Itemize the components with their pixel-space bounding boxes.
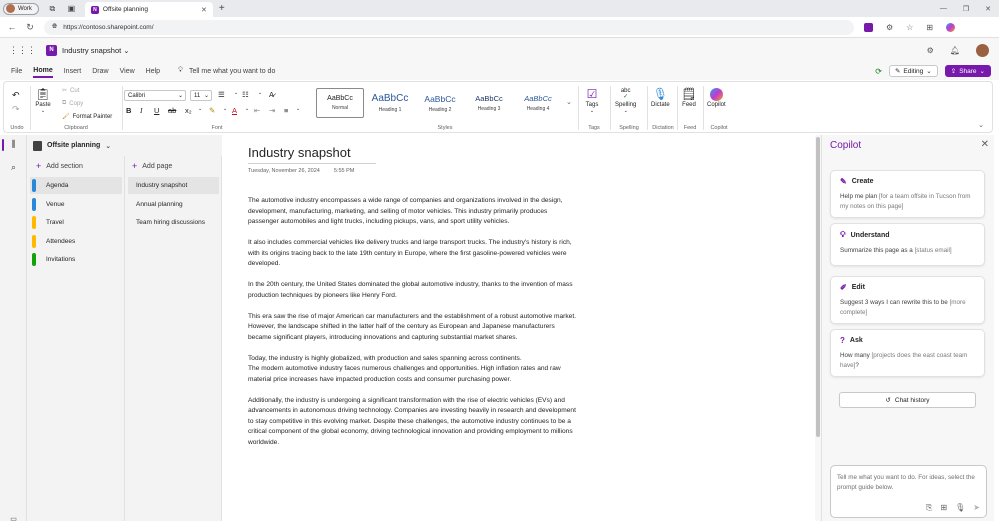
feed-group [679,84,701,132]
add-section-button[interactable] [36,161,83,171]
card-hint: [more complete] [840,299,966,316]
page-canvas[interactable] [223,135,815,521]
redo-icon[interactable]: ↷ [12,104,20,114]
italic-icon[interactable]: I [140,106,143,115]
app-header [0,38,999,62]
tab-help[interactable]: Help [145,67,161,75]
header-actions [927,44,989,57]
dictate-button[interactable] [651,86,670,108]
browser-tab[interactable] [85,2,213,17]
onenote-icon: N [91,6,99,14]
send-icon[interactable]: ➤ [973,503,980,512]
chevron-down-icon[interactable]: ⌄ [223,106,228,112]
search-icon[interactable]: ⌕ [10,162,17,172]
font-name-select[interactable] [124,90,186,101]
pencil-sparkle-icon: ✎ [840,177,847,186]
prompt-actions [926,503,980,513]
refresh-icon[interactable]: ↻ [26,21,34,32]
format-painter-button[interactable] [62,113,112,120]
styles-more-icon[interactable]: ⌄ [566,99,572,106]
divider [610,86,611,130]
lightbulb-icon: 💡︎ [840,230,846,239]
browser-toolbar [864,23,955,32]
prompt-card-ask[interactable] [830,329,985,377]
minimize-icon[interactable]: — [939,4,947,12]
page-item[interactable]: Annual planning [136,201,183,208]
divider [578,86,579,130]
bold-icon[interactable]: B [126,106,132,115]
tags-btn-label: Tags [585,102,599,108]
card-text: Suggest 3 ways I can rewrite this to be [840,299,950,306]
add-page-button[interactable] [132,161,172,171]
card-heading [840,336,975,345]
paragraph[interactable]: The automotive industry encompasses a wide range of companies and organizations involved in the design, development, manufacturing, marketing, and selling of motor vehicles. This industry primarily produces passenger automobiles and light trucks, including pickups, vans, and sport utility vehicles. [248,197,563,225]
plus-icon: + [132,161,138,171]
paste-label: Paste [35,102,51,108]
card-text: Help me plan [840,193,879,200]
share-label: Share [959,67,977,75]
undo-icon[interactable]: ↶ [12,90,20,100]
copilot-pane [821,135,994,521]
onenote-logo: N [46,45,57,56]
tags-group [580,84,608,132]
editing-label: Editing [903,67,924,75]
add-page-label: Add page [142,162,173,170]
settings-icon[interactable]: ⚙︎ [926,45,934,55]
card-body [840,192,975,212]
section-color-tab [32,253,36,266]
profile-button[interactable] [3,3,39,15]
font-group [124,84,310,132]
tags-group-label: Tags [588,125,600,131]
paragraph[interactable]: This era saw the rise of major American car manufacturers and the establishment of a robust automotive market. However, the landscape shifted in the latter half of the century as European and Japanese manufacturers became significant players, introducing innovations and capturing substantial market shares. [248,312,577,341]
add-section-label: Add section [46,162,83,170]
divider [703,86,704,130]
expand-icon[interactable]: ▭ [10,515,17,521]
chevron-down-icon[interactable]: ⌄ [296,106,301,112]
spelling-group [612,84,646,132]
page-timestamp [248,168,354,174]
collapse-ribbon-icon[interactable]: ⌄ [978,122,984,129]
notebooks-icon[interactable]: ⫼ [11,139,16,149]
ribbon-tabs [0,62,999,80]
format-painter-label: Format Painter [72,113,113,120]
spell-icon-text: abc [620,88,631,94]
chevron-down-icon[interactable]: ⌄ [234,90,239,96]
undo-group [6,84,28,132]
paragraph[interactable]: It also includes commercial vehicles like delivery trucks and large transport trucks. The industry's history is rich, with its origins tracing back to the late 19th century in Europe, where the first gasoline-powered vehicles were developed. [248,239,572,267]
copy-icon: ⧉ [62,100,67,106]
divider [30,86,31,130]
section-item-invitations[interactable] [30,251,122,268]
section-label: Venue [46,201,65,208]
section-color-tab [32,235,36,248]
profile-label: Work [18,5,32,12]
highlight-icon[interactable]: ✎ [209,106,216,115]
browser-tab-bar [0,0,999,17]
page-list [125,156,222,521]
notebook-header[interactable] [27,135,222,156]
chevron-down-icon: ⌄ [40,108,46,114]
card-heading-text: Ask [849,337,863,344]
font-group-label: Font [211,125,223,131]
card-heading-text: Edit [851,284,865,291]
editing-mode-button[interactable] [889,65,938,77]
dictate-btn-label: Dictate [651,102,670,108]
sync-status-icon[interactable]: ⟳ [875,66,882,76]
url-text: https://contoso.sharepoint.com/ [63,23,154,31]
chevron-down-icon: ⌄ [926,68,932,75]
notebook-name: Offsite planning [47,142,101,149]
tab-home[interactable]: Home [33,65,52,78]
section-item-venue[interactable] [30,196,122,213]
chevron-down-icon: ⌄ [979,68,985,75]
prompt-card-create[interactable] [830,170,985,218]
copy-button[interactable] [62,100,83,107]
page-date: Tuesday, November 26, 2024 [248,168,320,174]
section-label: Travel [46,219,64,226]
undo-group-label: Undo [10,125,24,131]
notebook-icon [33,141,42,151]
style-preview: AaBbCc [424,93,456,104]
clipboard-group [32,84,120,132]
document-title[interactable]: Industry snapshot ⌄ [62,45,130,55]
card-heading [840,177,975,186]
tab-actions-icon[interactable]: ▣ [67,4,76,13]
app-launcher-icon[interactable]: ⋮⋮⋮ [9,44,36,55]
card-body [840,246,975,256]
page-body[interactable] [248,196,576,459]
section-label: Attendees [46,238,76,245]
chevron-down-icon: ⌄ [105,142,112,150]
new-tab-icon[interactable]: + [218,3,225,14]
copilot-prompt-input[interactable] [830,465,987,518]
copilot-browser-icon[interactable] [946,23,955,32]
divider [677,86,678,130]
cut-label: Cut [70,87,80,94]
chat-question-icon: ? [840,336,845,345]
card-hint: [status email] [914,247,952,254]
tab-insert[interactable]: Insert [63,67,82,75]
copilot-btn-label: Copilot [707,102,726,108]
dictation-group-label: Dictation [652,125,674,131]
card-tail: ? [855,362,859,369]
card-text: Summarize this page as a [840,247,915,254]
chevron-down-icon: ⌄ [589,108,595,114]
spelling-group-label: Spelling [619,125,639,131]
style-name: Heading 2 [428,106,452,113]
copy-label: Copy [69,100,84,107]
copilot-ribbon-button[interactable] [707,86,726,108]
left-rail [0,135,27,521]
section-item-agenda[interactable] [30,177,122,194]
paintbrush-icon: 🖌︎ [62,114,70,120]
section-color-tab [32,179,36,192]
numbering-icon[interactable]: ☷ [242,90,249,99]
card-heading [840,283,975,292]
styles-group [314,84,576,132]
scissors-icon: ✂ [62,88,68,94]
section-label: Agenda [46,182,69,189]
account-avatar[interactable] [976,44,989,57]
tab-draw[interactable]: Draw [92,67,109,75]
section-color-tab [32,216,36,229]
styles-group-label: Styles [437,125,453,131]
card-heading [840,230,975,240]
close-window-icon[interactable]: ✕ [985,5,991,13]
chat-history-label: Chat history [894,396,930,404]
font-name-value: Calibri [128,92,146,99]
spelling-btn-label: Spelling [615,102,637,108]
chevron-down-icon[interactable]: ⌄ [258,90,263,96]
card-heading-text: Create [851,178,874,185]
clear-formatting-icon[interactable]: A̷ [269,90,275,99]
favorites-icon[interactable]: ☆ [906,22,914,32]
chevron-down-icon[interactable]: ⌄ [245,106,250,112]
tab-view[interactable]: View [119,67,135,75]
card-text: How many [840,352,872,359]
style-name: Heading 1 [378,107,402,113]
feed-group-label: Feed [683,125,697,131]
card-hint: [for a team offsite in Tucson from my notes on this page] [840,193,971,210]
font-size-select[interactable] [190,90,212,101]
prompt-placeholder: Tell me what you want to do. For ideas, select the prompt guide below. [837,474,975,491]
paragraph[interactable]: Today, the industry is highly globalized, with production and sales spanning across continents. [248,354,522,362]
notifications-icon[interactable]: 🔔︎ [949,45,960,55]
chevron-down-icon: ⌄ [623,108,628,114]
onenote-extension-icon[interactable] [864,23,873,32]
card-heading-text: Understand [850,231,890,239]
copilot-title: Copilot [830,140,862,151]
decrease-indent-icon[interactable]: ⇤ [254,106,261,115]
clipboard-group-label: Clipboard [64,125,88,131]
cut-button[interactable] [62,87,79,94]
prompt-card-edit[interactable] [830,276,985,324]
section-color-tab [32,198,36,211]
paragraph[interactable]: The modern automotive industry faces numerous challenges and opportunities. High inflation rates and raw material price increases have impacted production costs and consumer purchasing power. [248,365,561,383]
feed-btn-label: Feed [682,102,696,108]
plus-icon: + [36,161,42,171]
restore-icon[interactable]: ❐ [962,5,970,13]
paragraph[interactable]: In the 20th century, the United States dominated the global automotive industry, thanks to the invention of mass production techniques by pioneers like Henry Ford. [248,281,573,299]
address-bar-row [0,17,999,38]
microphone-icon[interactable]: 🎙︎ [955,503,966,512]
style-preview: AaBbCc [475,94,503,103]
share-button[interactable] [945,65,991,77]
tell-me-search[interactable] [174,64,306,78]
tell-me-text: Tell me what you want to do [188,67,276,75]
underline-icon[interactable]: U [154,106,160,115]
paste-button[interactable] [35,86,51,114]
feed-icon: 🗒︎ [681,87,697,101]
font-size-value: 11 [194,92,201,99]
section-list [27,156,125,521]
card-body [840,351,975,371]
increase-indent-icon[interactable]: ⇥ [269,106,276,115]
feed-button[interactable] [681,86,697,108]
strikethrough-icon[interactable]: ab [168,106,177,115]
spelling-button[interactable] [615,86,636,114]
back-icon[interactable]: ← [7,22,17,32]
subscript-icon[interactable]: x₂ [185,106,192,115]
section-item-attendees[interactable] [30,233,122,250]
browser-tab-title: Offsite planning [102,6,148,13]
align-icon[interactable]: ≡ [284,106,289,115]
window-controls [940,5,991,13]
copilot-icon [708,86,724,102]
chevron-down-icon: ⌄ [177,93,183,99]
attach-icon[interactable]: ⎘ [926,503,933,512]
tags-button[interactable] [584,86,600,114]
extensions-icon[interactable]: ⚙︎ [886,22,894,32]
ribbon [3,81,993,133]
globe-icon: 🌐︎ [52,23,58,30]
edit-icon: ✐ [840,283,847,292]
workspaces-icon[interactable]: ⧉ [49,3,56,13]
clipboard-icon: 📋︎ [35,87,51,101]
card-body [840,298,975,318]
section-item-travel[interactable] [30,214,122,231]
page-item[interactable]: Team hiring discussions [136,219,206,226]
avatar [6,4,15,13]
style-preview: AaBbCc [524,94,552,103]
dictation-group [649,84,677,132]
bullets-icon[interactable]: ☰ [218,90,225,99]
style-preview: AaBbCc [371,93,409,104]
style-preview: AaBbCc [327,95,353,102]
ribbon-tab-actions [875,65,991,77]
tab-file[interactable]: File [11,67,23,75]
chat-history-button[interactable] [839,392,976,408]
divider [647,86,648,130]
divider [122,86,123,130]
share-icon: ⇪ [950,68,957,75]
copilot-group-label: Copilot [710,125,728,131]
prompt-card-understand[interactable] [830,223,985,266]
copilot-logo [710,88,723,101]
card-hint: [projects does the east coast team have] [840,352,968,369]
page-title[interactable]: Industry snapshot [248,145,376,164]
style-name: Heading 4 [526,106,550,112]
address-bar[interactable] [44,20,854,35]
checkbox-star-icon: ☑ [586,87,598,101]
pencil-icon: ✎ [894,68,901,75]
chevron-down-icon[interactable]: ⌄ [198,106,203,112]
close-icon[interactable]: ✕ [980,139,989,150]
page-item[interactable]: Industry snapshot [128,177,219,194]
paragraph[interactable]: Additionally, the industry is undergoing a significant transformation with the rise of electric vehicles (EVs) and advancements in autonomous driving technology. Companies are investing heavily in research and development to stay competitive in this evolving market. Despite these challenges, the automotive industry continues to be a critical component of the global economy, driving technological innovation and providing employment to millions worldwide. [248,396,576,446]
collections-icon[interactable]: ⊞ [926,22,934,32]
style-name: Heading 3 [477,106,501,112]
section-label: Invitations [46,256,76,263]
spell-check-icon: abc ✓ [620,88,631,100]
scrollbar-thumb[interactable] [816,137,820,437]
chevron-down-icon: ⌄ [203,93,209,99]
rail-active-indicator [2,139,4,151]
close-tab-icon[interactable]: ✕ [201,6,207,14]
microphone-icon: 🎙︎ [652,87,668,101]
page-time: 5:55 PM [333,168,355,174]
history-icon: ↺ [885,397,891,404]
prompt-guide-icon[interactable]: ⊞ [940,503,948,512]
copilot-group [705,84,733,132]
font-color-icon[interactable]: A [232,106,238,115]
lightbulb-icon: 💡︎ [178,67,183,74]
style-name: Normal [331,105,349,111]
